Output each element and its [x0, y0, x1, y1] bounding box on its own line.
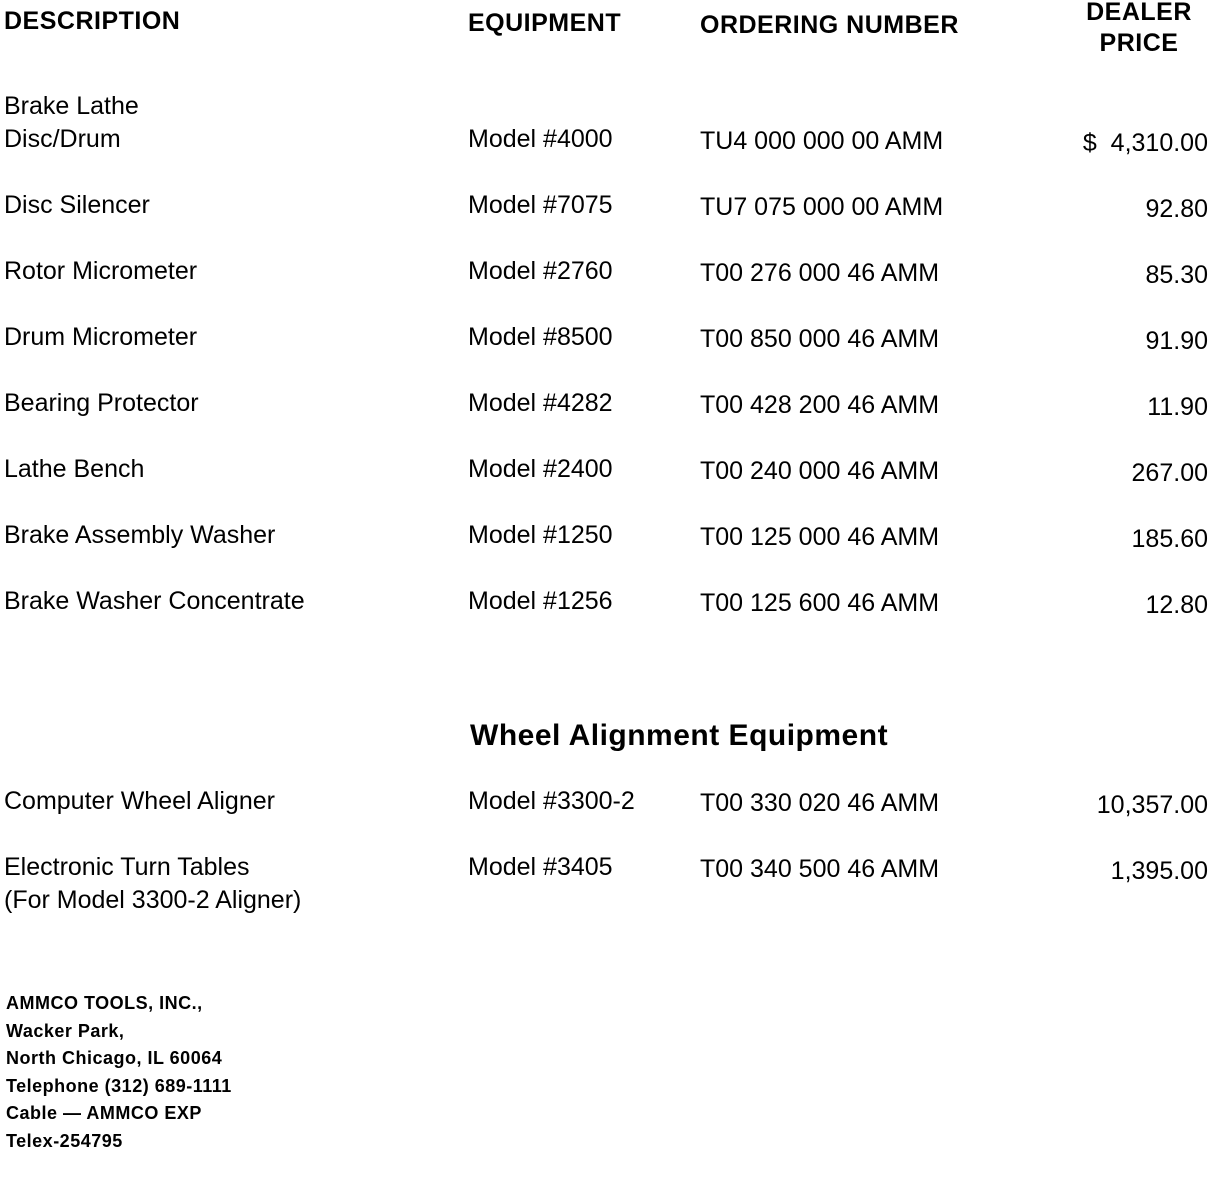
- row-ordering-number: T00 850 000 46 AMM: [700, 325, 940, 353]
- row-description: Computer Wheel Aligner: [4, 787, 275, 815]
- table-row: [0, 585, 1216, 625]
- row-price: 91.90: [1145, 327, 1208, 355]
- table-row: [0, 453, 1216, 493]
- row-equipment: Model #2760: [468, 257, 613, 285]
- row-ordering-number: T00 125 600 46 AMM: [700, 589, 940, 617]
- header-equipment: EQUIPMENT: [468, 9, 622, 37]
- row-description: Disc/Drum: [4, 125, 121, 153]
- row-ordering-number: T00 125 000 46 AMM: [700, 523, 940, 551]
- row-price: 10,357.00: [1096, 791, 1208, 819]
- row-ordering-number: TU4 000 000 00 AMM: [700, 127, 944, 155]
- row-price: 11.90: [1147, 393, 1208, 421]
- row-equipment: Model #1250: [468, 521, 613, 549]
- street-address: Wacker Park,: [6, 1020, 125, 1041]
- row-ordering-number: T00 330 020 46 AMM: [700, 789, 940, 817]
- row-equipment: Model #8500: [468, 323, 613, 351]
- row-description: Electronic Turn Tables: [4, 853, 250, 881]
- telex: Telex-254795: [6, 1130, 123, 1151]
- turn-tables-description-line2: (For Model 3300-2 Aligner): [4, 886, 302, 914]
- row-price: 1,395.00: [1110, 857, 1208, 885]
- row-ordering-number: T00 340 500 46 AMM: [700, 855, 940, 883]
- row-equipment: Model #4000: [468, 125, 613, 153]
- row-description: Brake Washer Concentrate: [4, 587, 305, 615]
- table-row: [0, 519, 1216, 559]
- row-price: 85.30: [1145, 261, 1208, 289]
- telephone: Telephone (312) 689-1111: [6, 1075, 232, 1096]
- header-description: DESCRIPTION: [4, 7, 181, 35]
- table-row: [0, 255, 1216, 295]
- row-price: 267.00: [1131, 459, 1208, 487]
- header-dealer-price-line1: DEALER: [1086, 0, 1192, 26]
- row-ordering-number: T00 428 200 46 AMM: [700, 391, 940, 419]
- row-description: Rotor Micrometer: [4, 257, 198, 285]
- row-price: 185.60: [1131, 525, 1208, 553]
- row-equipment: Model #7075: [468, 191, 613, 219]
- row-ordering-number: T00 240 000 46 AMM: [700, 457, 940, 485]
- row-description: Brake Assembly Washer: [4, 521, 276, 549]
- city-address: North Chicago, IL 60064: [6, 1048, 223, 1068]
- row-ordering-number: T00 276 000 46 AMM: [700, 259, 940, 287]
- row-equipment: Model #1256: [468, 587, 613, 615]
- header-dealer-price-line2: PRICE: [1099, 29, 1179, 57]
- row-description: Lathe Bench: [4, 455, 145, 483]
- header-ordering-number: ORDERING NUMBER: [700, 11, 959, 39]
- row-description: Disc Silencer: [4, 191, 150, 219]
- row-description: Drum Micrometer: [4, 323, 198, 351]
- table-row: [0, 321, 1216, 361]
- row-price: $ 4,310.00: [1082, 129, 1208, 157]
- row-equipment: Model #3300-2: [468, 787, 635, 815]
- company-name: AMMCO TOOLS, INC.,: [6, 993, 203, 1013]
- table-row: [0, 189, 1216, 229]
- table-row: [0, 387, 1216, 427]
- row-description: Bearing Protector: [4, 389, 199, 417]
- brake-lathe-description-line1: Brake Lathe: [4, 92, 139, 120]
- header-dealer-price: [1070, 0, 1208, 59]
- company-address-block: [6, 990, 232, 1155]
- cable-address: Cable — AMMCO EXP: [6, 1103, 202, 1123]
- row-price: 12.80: [1145, 591, 1208, 619]
- row-equipment: Model #2400: [468, 455, 613, 483]
- section-title: Wheel Alignment Equipment: [470, 719, 889, 752]
- table-row: [0, 123, 1216, 163]
- row-equipment: Model #3405: [468, 853, 613, 881]
- row-ordering-number: TU7 075 000 00 AMM: [700, 193, 944, 221]
- table-row: [0, 785, 1216, 825]
- row-equipment: Model #4282: [468, 389, 613, 417]
- row-price: 92.80: [1145, 195, 1208, 223]
